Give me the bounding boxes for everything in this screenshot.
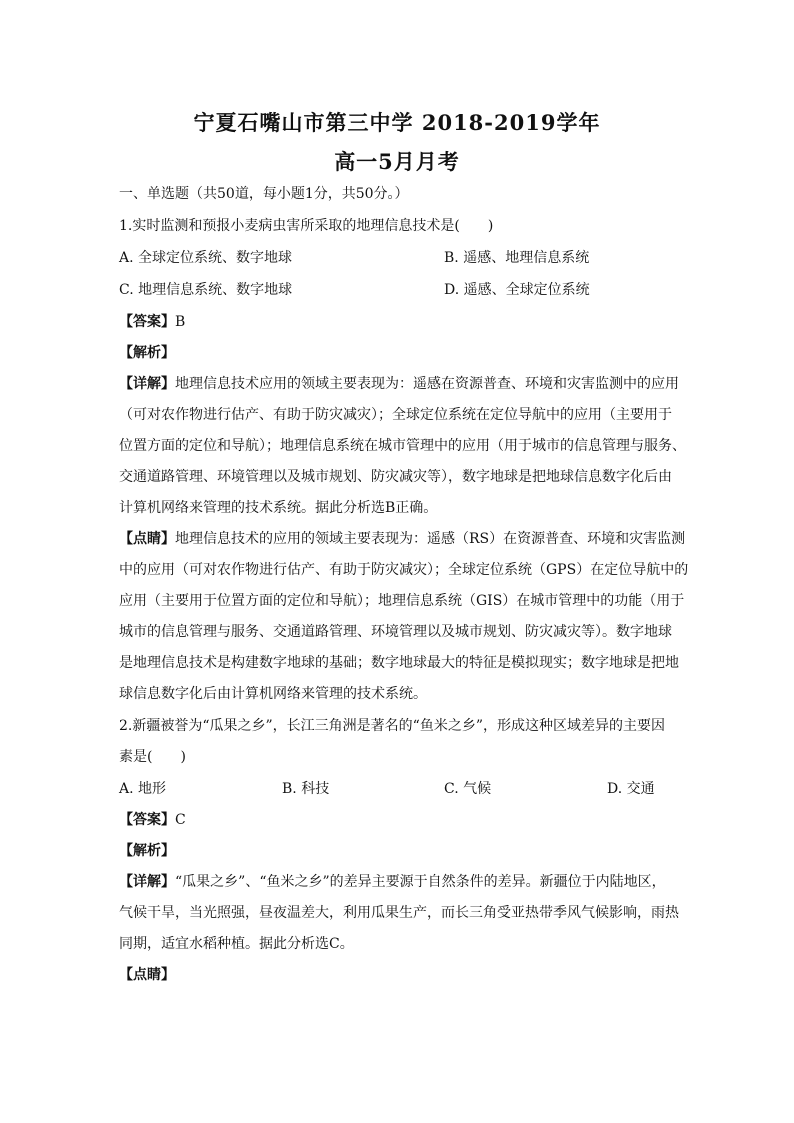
q2-answer xyxy=(119,810,679,830)
section-heading: 一、单选题（共50道，每小题1分，共50分。） xyxy=(119,186,409,202)
q1-answer xyxy=(119,312,679,332)
q1-point-line-4: 城市的信息管理与服务、交通道路管理、环境管理以及城市规划、防灾减灾等）。数字地球 xyxy=(119,624,672,640)
q2-detail-label: 【详解】 xyxy=(119,874,175,890)
q1-answer-label: 【答案】 xyxy=(119,314,175,330)
q2-option-c: C. 气候 xyxy=(444,781,492,797)
q1-detail-line-3: 位置方面的定位和导航）；地理信息系统在城市管理中的应用（用于城市的信息管理与服务、 xyxy=(119,438,686,454)
q1-detail-line-5: 计算机网络来管理的技术系统。据此分析选B正确。 xyxy=(119,500,438,516)
q1-analysis-label: 【解析】 xyxy=(119,345,175,361)
q1-option-d: D. 遥感、全球定位系统 xyxy=(444,282,590,298)
q2-analysis-label: 【解析】 xyxy=(119,843,175,859)
q2-point-label: 【点睛】 xyxy=(119,967,175,983)
q1-detail-label: 【详解】 xyxy=(119,376,175,392)
q1-point-label: 【点睛】 xyxy=(119,531,175,547)
q1-point-line-5: 是地理信息技术是构建数字地球的基础；数字地球最大的特征是模拟现实；数字地球是把地 xyxy=(119,655,679,671)
q1-answer-value: B xyxy=(175,314,186,330)
q1-detail-line-2: （可对农作物进行估产、有助于防灾减灾）；全球定位系统在定位导航中的应用（主要用于 xyxy=(119,407,672,423)
document-subtitle: 高一5月月考 xyxy=(334,149,460,174)
q1-point-line-2: 中的应用（可对农作物进行估产、有助于防灾减灾）；全球定位系统（GPS）在定位导航中的 xyxy=(119,562,689,578)
q2-detail-text-1: “瓜果之乡”、“鱼米之乡”的差异主要源于自然条件的差异。新疆位于内陆地区， xyxy=(175,874,666,890)
q1-stem: 1.实时监测和预报小麦病虫害所采取的地理信息技术是( ) xyxy=(119,218,494,234)
q1-point-line-6: 球信息数字化后由计算机网络来管理的技术系统。 xyxy=(119,686,427,702)
q1-option-b: B. 遥感、地理信息系统 xyxy=(444,250,590,266)
q2-option-a: A. 地形 xyxy=(119,781,167,797)
q2-answer-value: C xyxy=(175,812,186,828)
q2-detail-line-3: 同期，适宜水稻种植。据此分析选C。 xyxy=(119,936,354,952)
q2-detail-line-1 xyxy=(119,872,679,892)
q2-stem-line-1: 2.新疆被誉为“瓜果之乡”，长江三角洲是著名的“鱼米之乡”，形成这种区域差异的主要因 xyxy=(119,718,665,734)
q1-detail-line-4: 交通道路管理、环境管理以及城市规划、防灾减灾等），数字地球是把地球信息数字化后由 xyxy=(119,469,672,485)
q1-detail-line-1 xyxy=(119,374,679,394)
document-title: 宁夏石嘴山市第三中学 2018-2019学年 xyxy=(193,110,601,135)
q2-option-d: D. 交通 xyxy=(607,781,655,797)
q2-answer-label: 【答案】 xyxy=(119,812,175,828)
q1-option-c: C. 地理信息系统、数字地球 xyxy=(119,282,293,298)
q1-option-a: A. 全球定位系统、数字地球 xyxy=(119,250,293,266)
q1-point-line-3: 应用（主要用于位置方面的定位和导航）；地理信息系统（GIS）在城市管理中的功能（用于 xyxy=(119,593,685,609)
q2-option-b: B. 科技 xyxy=(282,781,330,797)
q2-stem-line-2: 素是( ) xyxy=(119,749,186,765)
q1-detail-text-1: 地理信息技术应用的领域主要表现为：遥感在资源普查、环境和灾害监测中的应用 xyxy=(175,376,679,392)
q2-detail-line-2: 气候干旱，当光照强，昼夜温差大，利用瓜果生产，而长三角受亚热带季风气候影响，雨热 xyxy=(119,905,679,921)
q1-point-text-1: 地理信息技术的应用的领域主要表现为：遥感（RS）在资源普查、环境和灾害监测 xyxy=(175,531,686,547)
q1-point-line-1 xyxy=(119,529,686,549)
